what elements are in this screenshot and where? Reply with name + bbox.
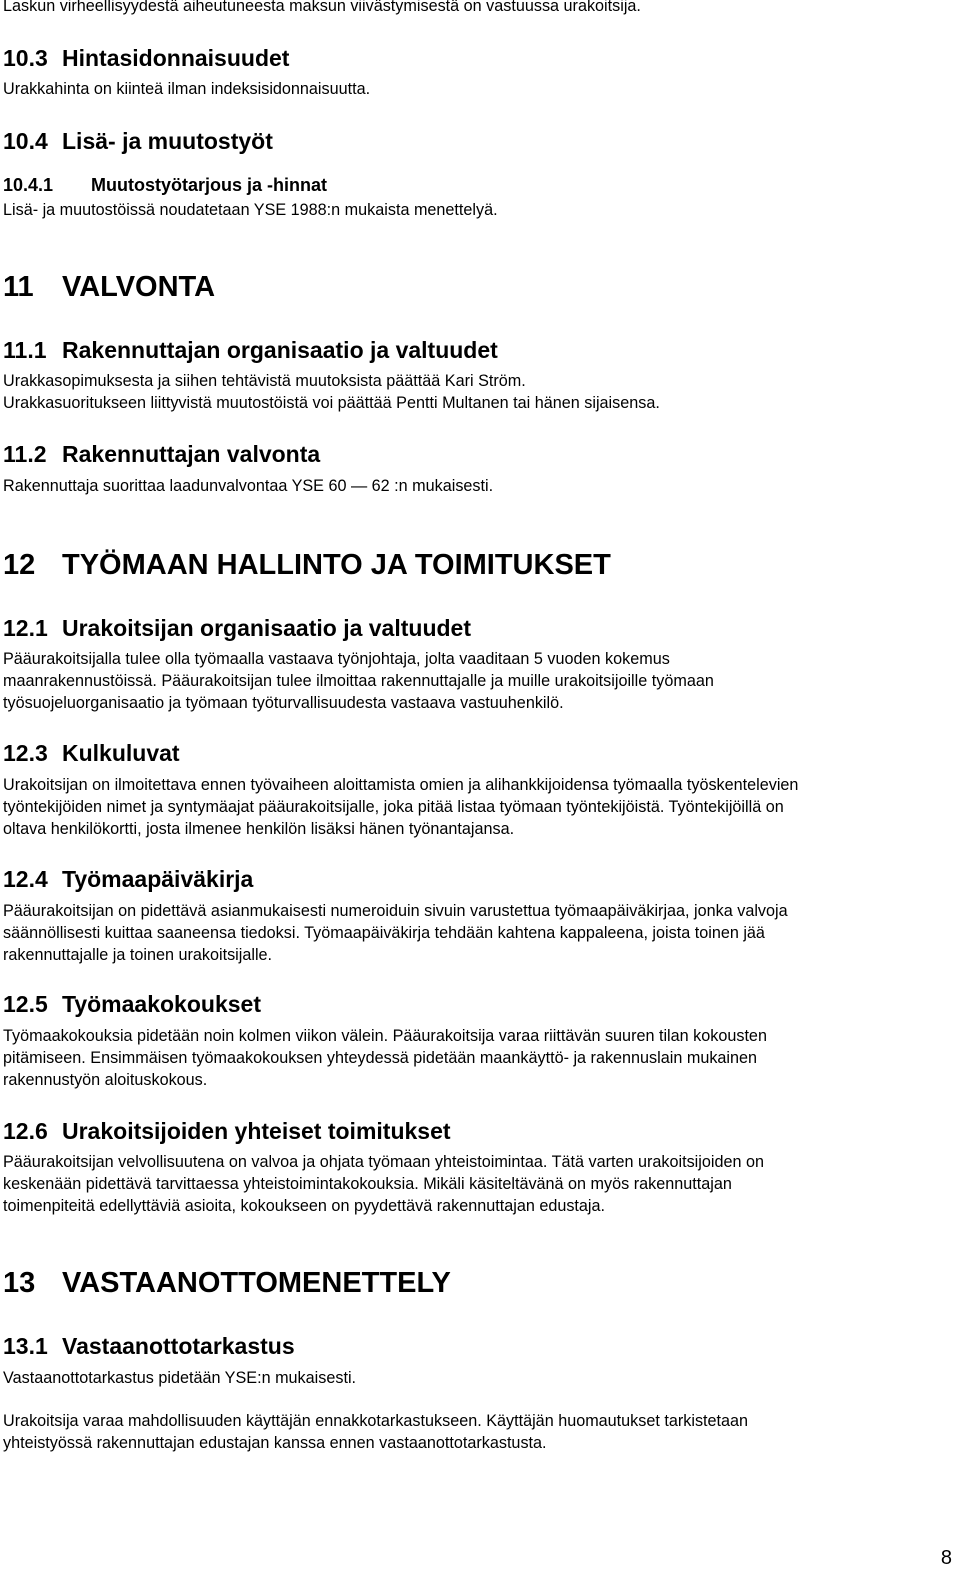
paragraph: Rakennuttaja suorittaa laadunvalvontaa YSE 60 — 62 :n mukaisesti. <box>3 477 494 495</box>
heading-11-1: 11.1 Rakennuttajan organisaatio ja valtuudet <box>3 337 498 363</box>
page-number: 8 <box>940 1547 952 1569</box>
heading-13-1: 13.1 Vastaanottotarkastus <box>3 1333 295 1359</box>
paragraph-line: työsuojeluorganisaatio ja työmaan työturvallisuudesta vastaava vastuuhenkilö. <box>3 694 564 712</box>
paragraph: Vastaanottotarkastus pidetään YSE:n mukaisesti. <box>3 1369 357 1387</box>
heading-12-6: 12.6 Urakoitsijoiden yhteiset toimitukset <box>3 1118 451 1144</box>
heading-13: 13 VASTAANOTTOMENETTELY <box>3 1267 451 1299</box>
paragraph-line: Urakkasopimuksesta ja siihen tehtävistä muutoksista päättää Kari Ström. <box>3 372 526 390</box>
paragraph-line: keskenään pidettävä tarvittaessa yhteistoimintakokouksia. Mikäli käsiteltävänä on myös rakennuttajan <box>3 1175 732 1193</box>
heading-11-2: 11.2 Rakennuttajan valvonta <box>3 441 321 467</box>
paragraph-line: Urakkasuoritukseen liittyvistä muutostöistä voi päättää Pentti Multanen tai hänen sijaisensa. <box>3 394 660 412</box>
paragraph: Lisä- ja muutostöissä noudatetaan YSE 1988:n mukaista menettelyä. <box>3 201 498 219</box>
paragraph-line: rakennustyön aloituskokous. <box>3 1071 208 1089</box>
heading-10-4-1: 10.4.1 Muutostyötarjous ja -hinnat <box>3 175 327 195</box>
paragraph-line: Pääurakoitsijan velvollisuutena on valvoa ja ohjata työmaan yhteistoimintaa. Tätä varten urakoitsijoiden on <box>3 1153 764 1171</box>
paragraph-line: maanrakennustöissä. Pääurakoitsijan tulee ilmoittaa rakennuttajalle ja muille urakoitsijoille työmaan <box>3 672 714 690</box>
paragraph-line: Pääurakoitsijan on pidettävä asianmukaisesti numeroiduin sivuin varustettua työmaapäiväkirjaa, jonka valvoja <box>3 902 788 920</box>
paragraph-line: Urakoitsija varaa mahdollisuuden käyttäjän ennakkotarkastukseen. Käyttäjän huomautukset tarkistetaan <box>3 1412 749 1430</box>
heading-10-4: 10.4 Lisä- ja muutostyöt <box>3 128 273 154</box>
paragraph-line: Pääurakoitsijalla tulee olla työmaalla vastaava työnjohtaja, jolta vaaditaan 5 vuoden kokemus <box>3 650 670 668</box>
heading-12-1: 12.1 Urakoitsijan organisaatio ja valtuudet <box>3 615 471 641</box>
paragraph-line: pitämiseen. Ensimmäisen työmaakokouksen yhteydessä pidetään maankäyttö- ja rakennuslain mukainen <box>3 1049 758 1067</box>
heading-12-3: 12.3 Kulkuluvat <box>3 740 180 766</box>
paragraph-line: säännöllisesti kuittaa saaneensa tiedoksi. Työmaapäiväkirja tehdään kahtena kappaleena, joista toinen jää <box>3 924 765 942</box>
heading-12-5: 12.5 Työmaakokoukset <box>3 991 261 1017</box>
paragraph-line: toimenpiteitä edellyttäviä asioita, kokoukseen on pyydettävä rakennuttajan edustaja. <box>3 1197 606 1215</box>
paragraph-line: oltava henkilökortti, josta ilmenee henkilön lisäksi hänen työnantajansa. <box>3 820 515 838</box>
heading-12-4: 12.4 Työmaapäiväkirja <box>3 866 254 892</box>
heading-12: 12 TYÖMAAN HALLINTO JA TOIMITUKSET <box>3 549 611 581</box>
paragraph: Laskun virheellisyydestä aiheutuneesta maksun viivästymisestä on vastuussa urakoitsija. <box>3 0 641 15</box>
heading-10-3: 10.3 Hintasidonnaisuudet <box>3 45 290 71</box>
heading-11: 11 VALVONTA <box>3 271 216 303</box>
paragraph-line: Urakoitsijan on ilmoitettava ennen työvaiheen aloittamista omien ja alihankkijoidensa työmaalla työskentelevien <box>3 776 799 794</box>
paragraph-line: Työmaakokouksia pidetään noin kolmen viikon välein. Pääurakoitsija varaa riittävän suuren tilan kokousten <box>3 1027 767 1045</box>
paragraph-line: työntekijöiden nimet ja syntymäajat pääurakoitsijalle, joka pitää listaa työmaan työntekijöistä. Työntekijöillä on <box>3 798 784 816</box>
paragraph-line: yhteistyössä rakennuttajan edustajan kanssa ennen vastaanottotarkastusta. <box>3 1434 547 1452</box>
paragraph-line: rakennuttajalle ja toinen urakoitsijalle. <box>3 946 273 964</box>
paragraph: Urakkahinta on kiinteä ilman indeksisidonnaisuutta. <box>3 80 371 98</box>
